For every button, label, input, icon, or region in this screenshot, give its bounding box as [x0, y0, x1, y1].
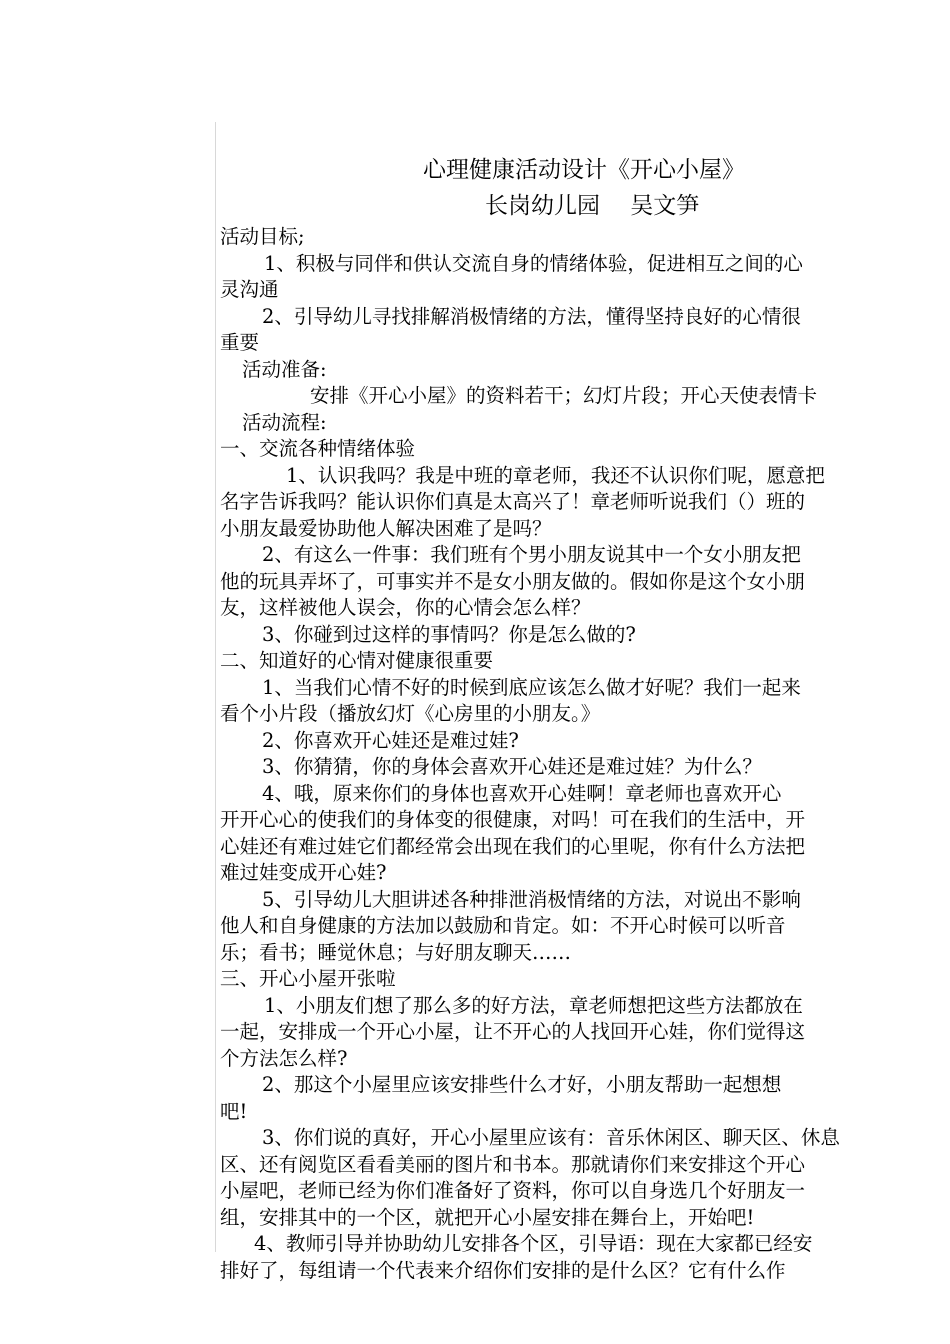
text-line: 灵沟通: [220, 278, 279, 301]
text-line: 1、小朋友们想了那么多的好方法，章老师想把这些方法都放在: [264, 993, 803, 1017]
page-margin-line: [215, 122, 216, 1252]
text-line: 小朋友最爱协助他人解决困难了是吗？: [220, 516, 552, 540]
text-line: 个方法怎么样?: [220, 1046, 348, 1070]
document-body: [220, 152, 882, 1284]
document-text: [220, 224, 882, 1284]
text-line: 三、开心小屋开张啦: [220, 967, 396, 990]
text-line: 2、有这么一件事：我们班有个男小朋友说其中一个女小朋友把: [262, 543, 801, 566]
text-line: 1、当我们心情不好的时候到底应该怎么做才好呢？我们一起来: [262, 675, 801, 699]
document-author: 长岗幼儿园 吴文笋: [485, 193, 700, 219]
text-line: 吧!: [220, 1099, 248, 1123]
text-line: 乐；看书；睡觉休息；与好朋友聊天……: [220, 940, 572, 964]
text-line: 排好了，每组请一个代表来介绍你们安排的是什么区？它有什么作: [220, 1258, 786, 1282]
text-line: 小屋吧，老师已经为你们准备好了资料，你可以自身选几个好朋友一: [220, 1179, 806, 1202]
text-line: 活动准备:: [242, 357, 327, 381]
text-line: 组，安排其中的一个区，就把开心小屋安排在舞台上，开始吧!: [220, 1205, 755, 1229]
text-line: 3、你碰到过这样的事情吗？你是怎么做的?: [262, 622, 636, 646]
text-line: 2、引导幼儿寻找排解消极情绪的方法，懂得坚持良好的心情很: [262, 304, 801, 328]
text-line: 区、还有阅览区看看美丽的图片和书本。那就请你们来安排这个开心: [220, 1152, 806, 1176]
text-line: 开开心心的使我们的身体变的很健康，对吗！可在我们的生活中，开: [220, 808, 806, 831]
text-line: 4、教师引导并协助幼儿安排各个区，引导语：现在大家都已经安: [254, 1232, 813, 1255]
text-line: 看个小片段（播放幻灯《心房里的小朋友。》: [220, 702, 601, 725]
text-line: 心娃还有难过娃它们都经常会出现在我们的心里呢，你有什么方法把: [220, 834, 806, 858]
text-line: 一起，安排成一个开心小屋，让不开心的人找回开心娃，你们觉得这: [220, 1020, 806, 1043]
text-line: 1、积极与同伴和供认交流自身的情绪体验，促进相互之间的心: [264, 251, 803, 275]
text-line: 活动目标;: [220, 225, 305, 248]
text-line: 一、交流各种情绪体验: [220, 437, 416, 460]
text-line: 3、你猜猜，你的身体会喜欢开心娃还是难过娃？为什么？: [262, 755, 762, 778]
text-line: 5、引导幼儿大胆讲述各种排泄消极情绪的方法，对说出不影响: [262, 887, 801, 911]
text-line: 重要: [220, 331, 260, 354]
text-line: 1、认识我吗？我是中班的章老师，我还不认识你们呢，愿意把: [286, 463, 825, 487]
text-line: 难过娃变成开心娃?: [220, 861, 387, 884]
text-line: 二、知道好的心情对健康很重要: [220, 649, 494, 672]
text-line: 他的玩具弄坏了，可事实并不是女小朋友做的。假如你是这个女小朋: [220, 569, 806, 593]
text-line: 活动流程:: [242, 410, 327, 434]
text-line: 他人和自身健康的方法加以鼓励和肯定。如：不开心时候可以听音: [220, 914, 786, 937]
text-line: 2、你喜欢开心娃还是难过娃?: [262, 728, 519, 752]
text-line: 3、你们说的真好，开心小屋里应该有：音乐休闲区、聊天区、休息: [262, 1126, 840, 1149]
document-title: 心理健康活动设计《开心小屋》: [423, 157, 745, 183]
text-line: 2、那这个小屋里应该安排些什么才好，小朋友帮助一起想想: [262, 1073, 782, 1096]
text-line: 4、哦，原来你们的身体也喜欢开心娃啊！章老师也喜欢开心: [262, 781, 782, 805]
text-line: 安排《开心小屋》的资料若干；幻灯片段；开心天使表情卡: [310, 384, 818, 407]
text-line: 名字告诉我吗？能认识你们真是太高兴了！章老师听说我们（）班的: [220, 490, 806, 513]
text-line: 友，这样被他人误会，你的心情会怎么样？: [220, 596, 591, 619]
